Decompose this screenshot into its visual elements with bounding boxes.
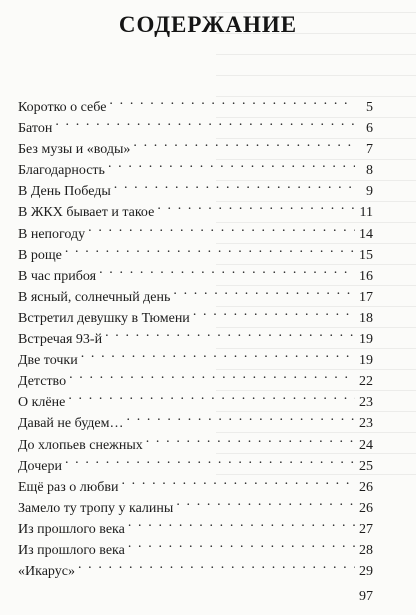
page-number: 97 [359, 589, 373, 604]
toc-entry-page: 24 [359, 437, 373, 453]
toc-entry [18, 406, 373, 432]
toc-entry-page: 11 [359, 205, 373, 221]
toc-entry-title: Детство [18, 374, 67, 390]
toc-entry-page: 6 [366, 121, 373, 137]
dot-leader [109, 90, 355, 111]
dot-leader [99, 259, 355, 280]
toc-entry-page: 15 [359, 247, 373, 263]
dot-leader [65, 449, 355, 470]
dot-leader [55, 111, 355, 132]
toc-entry [18, 364, 373, 390]
toc-entry-page: 28 [359, 542, 373, 558]
dot-leader [114, 174, 355, 195]
toc-entry-page: 25 [359, 458, 373, 474]
toc-entry-page: 26 [359, 479, 373, 495]
toc-entry [18, 238, 373, 263]
toc-entry-title: Замело ту тропу у калины [18, 500, 174, 516]
toc-entry-page: 27 [359, 521, 373, 537]
toc-entry [18, 132, 373, 158]
toc-entry-page: 26 [359, 500, 373, 516]
toc-entry-title: Две точки [18, 353, 78, 369]
toc-entry-title: Давай не будем… [18, 416, 124, 432]
toc-entry-title: В День Победы [18, 184, 111, 200]
dot-leader [68, 385, 355, 406]
toc-entry-page: 7 [366, 142, 373, 158]
dot-leader [173, 280, 355, 301]
toc-entry [18, 470, 373, 495]
toc-entry [18, 259, 373, 284]
dot-leader [78, 554, 355, 575]
toc-entry-page: 17 [359, 289, 373, 305]
toc-entry-title: Из прошлого века [18, 521, 125, 537]
toc-entry-title: В час прибоя [18, 268, 97, 284]
table-of-contents [18, 90, 373, 580]
toc-entry-title: Батон [18, 121, 53, 137]
dot-leader [176, 491, 355, 512]
toc-entry-title: О клёне [18, 395, 66, 411]
dot-leader [121, 470, 355, 491]
dot-leader [108, 153, 355, 174]
toc-entry-page: 22 [359, 374, 373, 390]
toc-entry-title: Благодарность [18, 163, 105, 179]
toc-entry-page: 29 [359, 564, 373, 580]
toc-entry-page: 8 [366, 163, 373, 179]
toc-entry-title: Коротко о себе [18, 100, 107, 115]
toc-entry-title: Ещё раз о любви [18, 479, 119, 495]
dot-leader [128, 533, 355, 554]
dot-leader [105, 322, 355, 343]
toc-entry-title: В непогоду [18, 226, 86, 242]
dot-leader [69, 364, 355, 385]
dot-leader [65, 238, 355, 259]
dot-leader [81, 343, 355, 364]
toc-entry-page: 23 [359, 395, 373, 411]
toc-entry-page: 19 [359, 332, 373, 348]
toc-entry-page: 5 [366, 100, 373, 115]
toc-entry-page: 14 [359, 226, 373, 242]
toc-entry-title: До хлопьев снежных [18, 437, 143, 453]
toc-entry [18, 90, 373, 115]
toc-entry-title: В ЖКХ бывает и такое [18, 205, 155, 221]
toc-entry [18, 111, 373, 137]
dot-leader [193, 301, 355, 322]
toc-entry-page: 9 [366, 184, 373, 200]
toc-entry-title: Встречая 93-й [18, 332, 103, 348]
toc-entry-title: Без музы и «воды» [18, 142, 131, 158]
toc-entry [18, 385, 373, 411]
dot-leader [157, 195, 355, 216]
toc-entry-title: Дочери [18, 458, 62, 474]
toc-entry-title: В роще [18, 247, 62, 263]
toc-entry-page: 19 [359, 353, 373, 369]
dot-leader [133, 132, 355, 153]
toc-entry-page: 16 [359, 268, 373, 284]
toc-entry [18, 449, 373, 474]
dot-leader [146, 428, 355, 449]
toc-entry-page: 23 [359, 416, 373, 432]
toc-entry-title: Из прошлого века [18, 542, 125, 558]
dot-leader [127, 406, 355, 427]
page-title: СОДЕРЖАНИЕ [118, 12, 298, 37]
dot-leader [128, 512, 355, 533]
dot-leader [88, 217, 355, 238]
toc-entry-title: В ясный, солнечный день [18, 289, 171, 305]
toc-entry-title: «Икарус» [18, 564, 75, 580]
toc-entry-title: Встретил девушку в Тюмени [18, 310, 190, 326]
toc-entry-page: 18 [359, 310, 373, 326]
